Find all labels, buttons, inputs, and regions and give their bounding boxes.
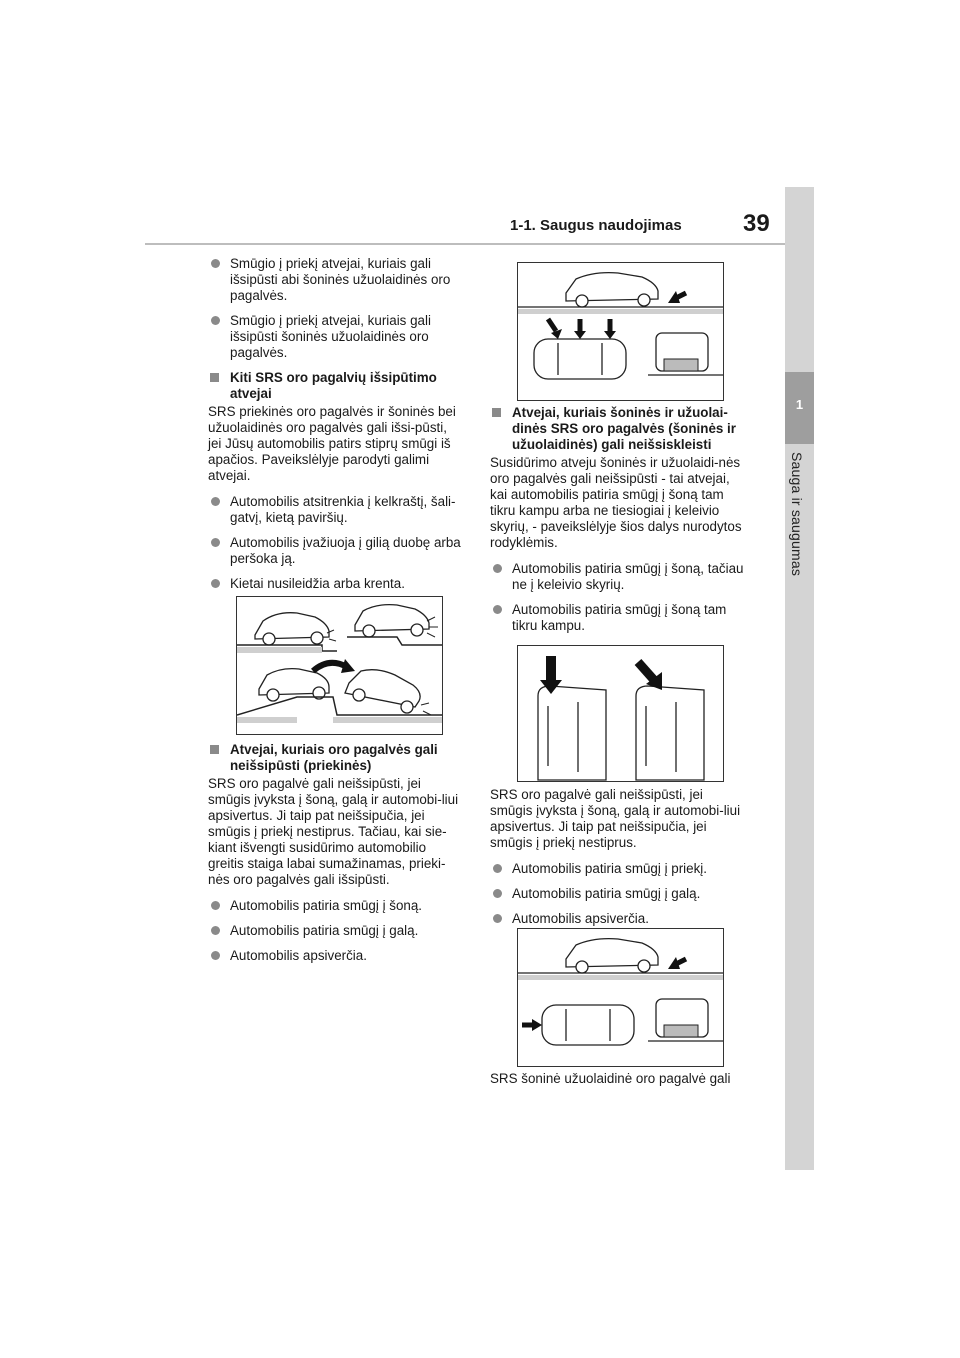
list-item: Kietai nusileidžia arba krenta. — [208, 576, 463, 592]
list-item: Smūgio į priekį atvejai, kuriais gali išsipūsti šoninės užuolaidinės oro pagalvės. — [208, 313, 463, 361]
section-heading: Atvejai, kuriais šoninės ir užuolai-dinės SRS oro pagalvės (šoninės ir užuolaidinės) gali neišsiskleisti — [490, 405, 745, 453]
right-column-middle — [490, 787, 745, 936]
bullet-icon — [493, 889, 502, 898]
list-item: Automobilis atsitrenkia į kelkraštį, šali-gatvį, kietą paviršių. — [208, 494, 463, 526]
bullet-icon — [211, 926, 220, 935]
list-item: Automobilis patiria smūgį į priekį. — [490, 861, 745, 877]
underbody-impact-illustration — [237, 597, 442, 734]
bullet-icon — [211, 901, 220, 910]
paragraph: SRS oro pagalvė gali neišsipūsti, jei smūgis įvyksta į šoną, galą ir automobi-liui apsivertus. Ji taip pat neišsipučia, jei smūgis į priekį nestiprus. — [490, 787, 741, 850]
left-column-lower — [208, 742, 463, 973]
square-bullet-icon — [492, 408, 501, 417]
side-angle-impact-figure — [517, 645, 724, 782]
section-heading: Atvejai, kuriais oro pagalvės gali neišsipūsti (priekinės) — [208, 742, 463, 774]
right-column-tail — [490, 1071, 745, 1097]
list-item: Automobilis patiria smūgį į šoną tam tikru kampu. — [490, 602, 745, 634]
section-heading: Kiti SRS oro pagalvių išsipūtimo atvejai — [208, 370, 463, 402]
bullet-icon — [493, 564, 502, 573]
side-impact-arrows-illustration — [518, 646, 723, 781]
section-title: 1-1. Saugus naudojimas — [510, 217, 682, 234]
bullet-icon — [493, 914, 502, 923]
bullet-icon — [211, 259, 220, 268]
chapter-label: Sauga ir saugumas — [789, 452, 805, 577]
square-bullet-icon — [210, 745, 219, 754]
front-not-deploy-figure — [517, 262, 724, 401]
chapter-number: 1 — [795, 397, 804, 412]
paragraph: SRS šoninė užuolaidinė oro pagalvė gali — [490, 1071, 731, 1086]
bullet-icon — [211, 316, 220, 325]
bullet-icon — [211, 579, 220, 588]
list-item: Automobilis apsiverčia. — [208, 948, 463, 964]
header-divider — [145, 243, 785, 245]
underbody-impact-figure — [236, 596, 443, 735]
bullet-icon — [211, 497, 220, 506]
list-item: Automobilis apsiverčia. — [490, 911, 745, 927]
square-bullet-icon — [210, 373, 219, 382]
bullet-icon — [493, 864, 502, 873]
front-rear-rollover-illustration — [518, 929, 723, 1066]
front-side-rear-rollover-illustration — [518, 263, 723, 400]
paragraph: Susidūrimo atveju šoninės ir užuolaidi-nės oro pagalvės gali neišsipūsti - tai atvejai, kai automobilis patiria smūgį į šoną tam tikru kampu arba ne tiesiogiai į keleivio skyrių, - paveikslėlyje šios dalys nurodytos rodyklėmis. — [490, 455, 742, 550]
paragraph: SRS priekinės oro pagalvės ir šoninės bei užuolaidinės oro pagalvės gali išsi-pūsti, jei Jūsų automobilis patirs stiprų smūgi iš apačios. Paveikslėlyje parodyti galimi atvejai. — [208, 404, 456, 483]
list-item: Automobilis patiria smūgį į šoną, tačiau ne į keleivio skyrių. — [490, 561, 745, 593]
paragraph: SRS oro pagalvė gali neišsipūsti, jei smūgis įvyksta į šoną, galą ir automobi-liui apsivertus. Ji taip pat neišsipučia, jei smūgis į priekį nestiprus. Tačiau, kai sie-kiant išvengti susidūrimo automobilio greitis staiga labai sumažinamas, prieki-nės oro pagalvės gali išsipūsti. — [208, 776, 459, 887]
list-item: Smūgio į priekį atvejai, kuriais gali išsipūsti abi šoninės užuolaidinės oro pagalvės. — [208, 256, 463, 304]
list-item: Automobilis įvažiuoja į gilią duobę arba peršoka ją. — [208, 535, 463, 567]
left-column — [208, 256, 463, 601]
page-number: 39 — [743, 210, 770, 237]
bullet-icon — [211, 951, 220, 960]
right-column — [490, 405, 745, 643]
chapter-side-tab — [785, 187, 814, 1170]
curtain-not-deploy-figure — [517, 928, 724, 1067]
bullet-icon — [211, 538, 220, 547]
list-item: Automobilis patiria smūgį į šoną. — [208, 898, 463, 914]
list-item: Automobilis patiria smūgį į galą. — [208, 923, 463, 939]
list-item: Automobilis patiria smūgį į galą. — [490, 886, 745, 902]
bullet-icon — [493, 605, 502, 614]
